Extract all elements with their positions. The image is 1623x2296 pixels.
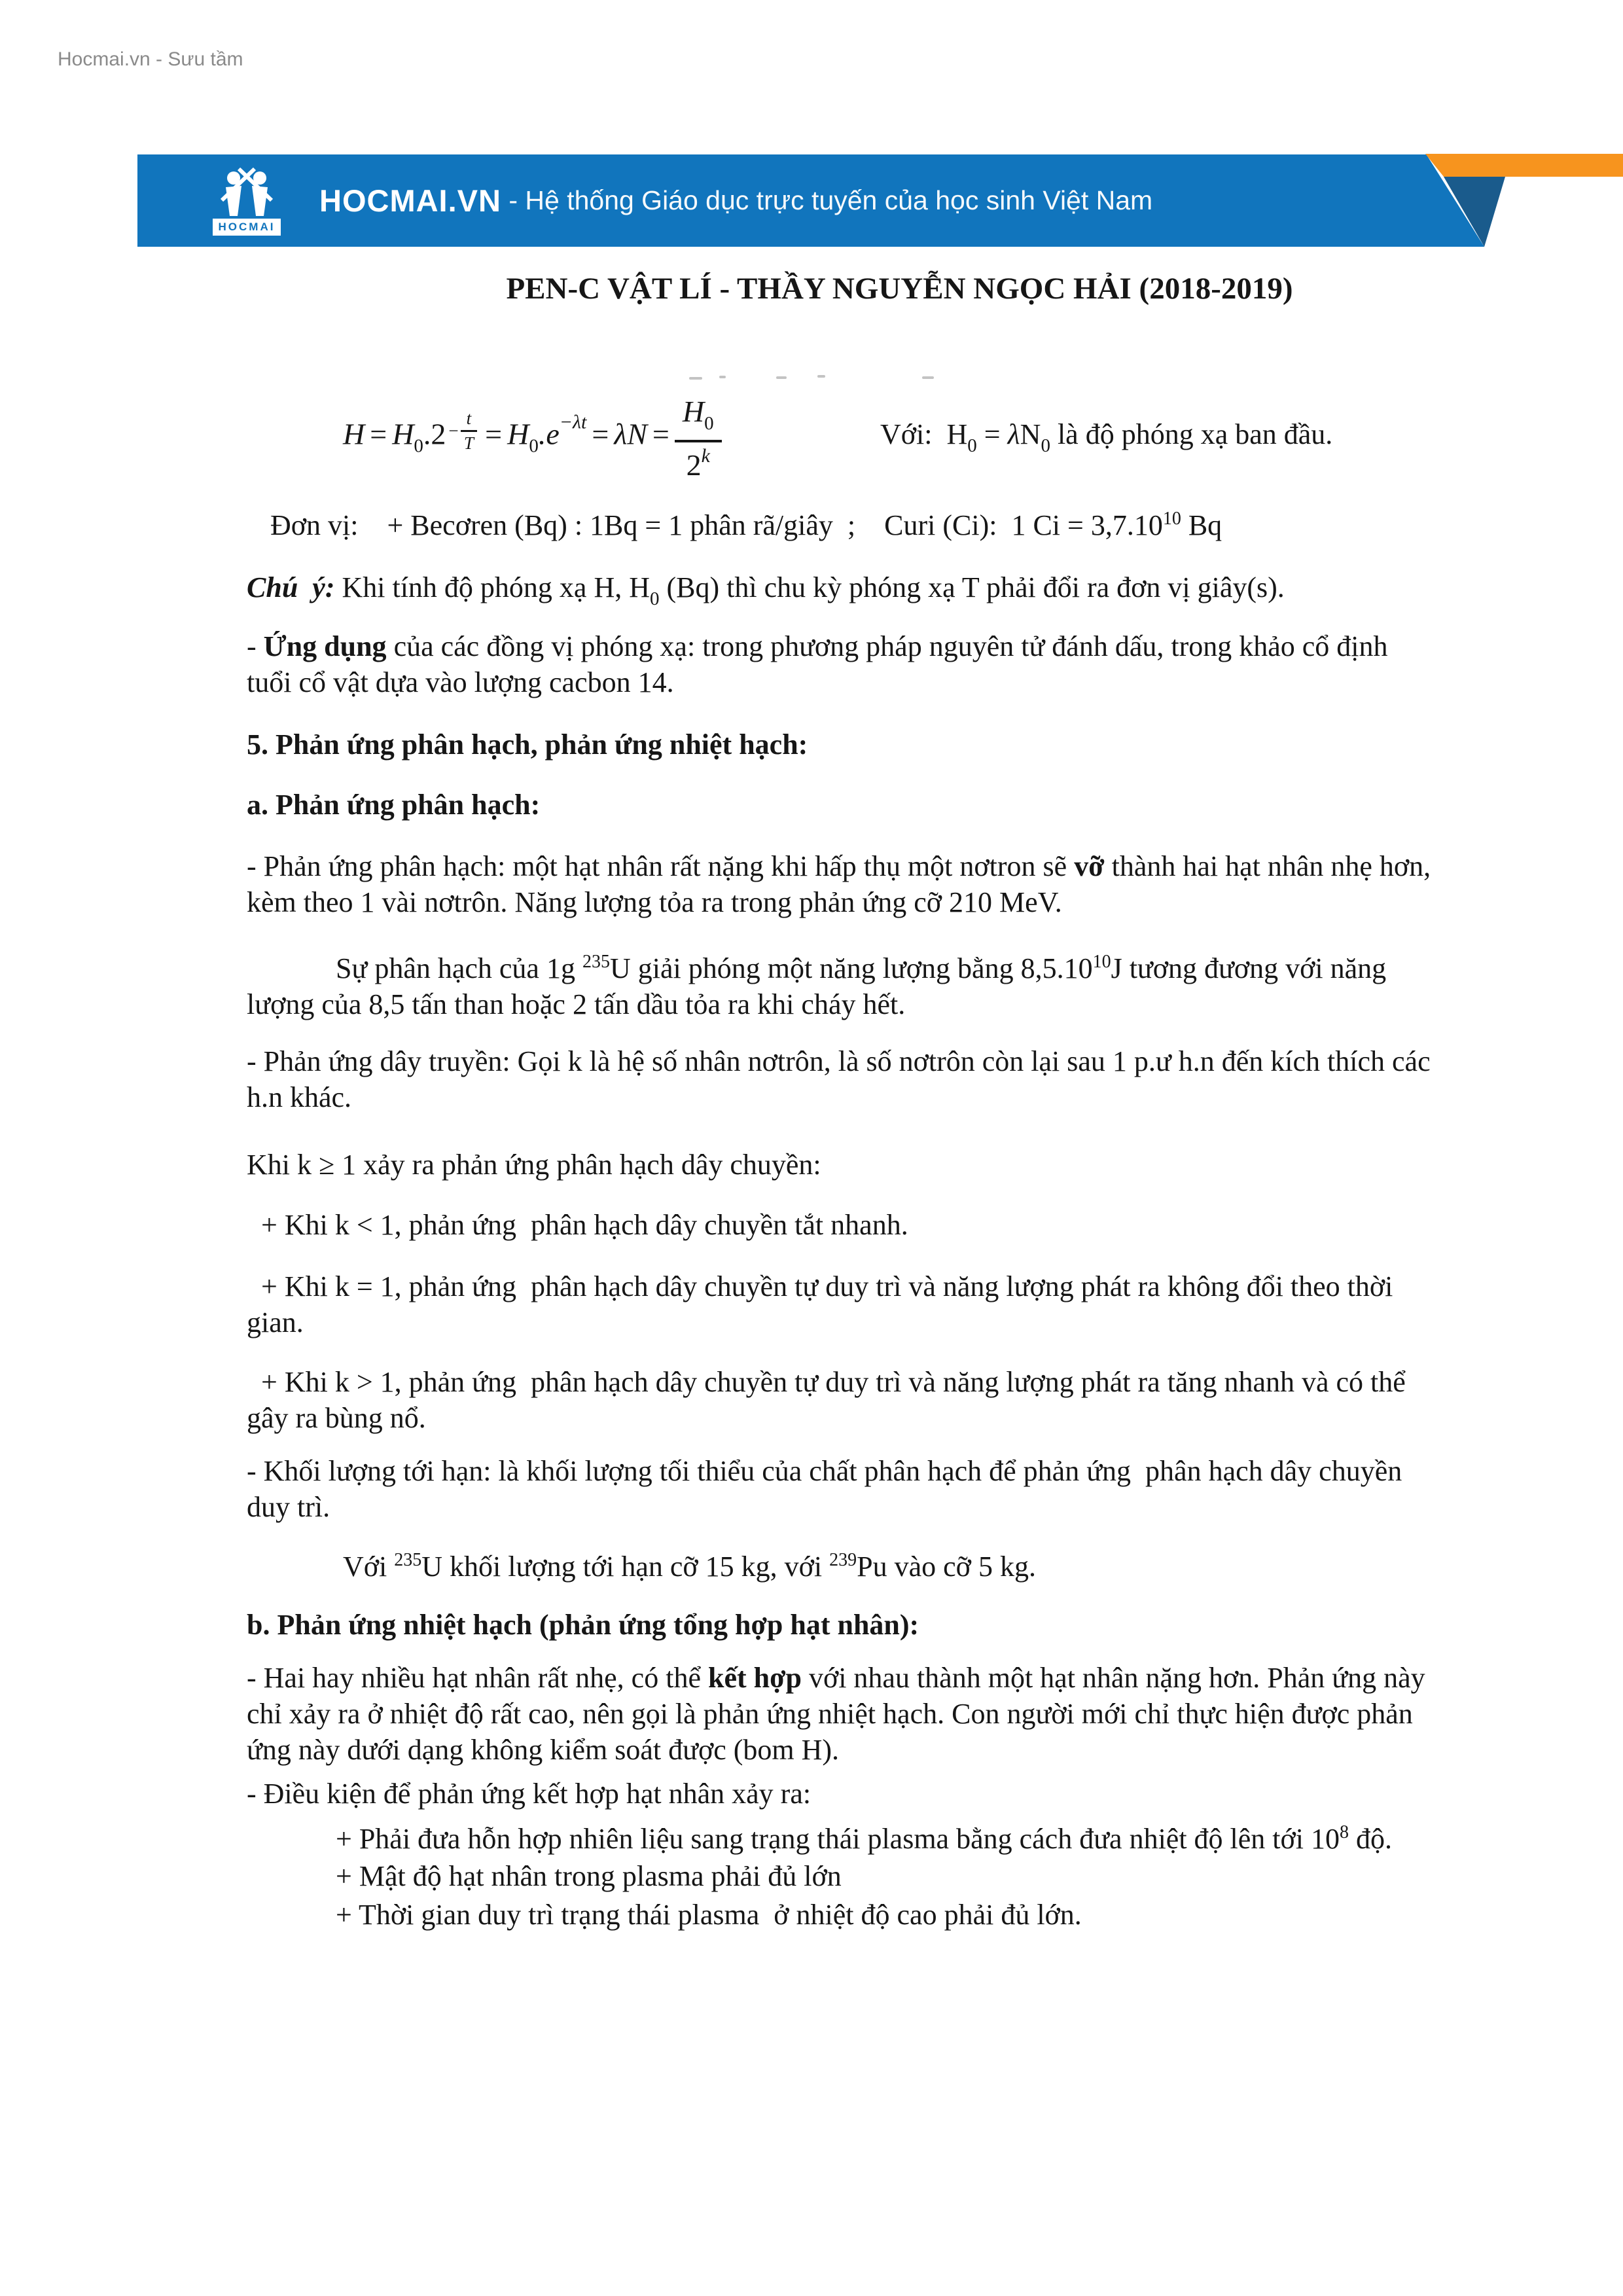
fusion-line1: - Hai hay nhiều hạt nhân rất nhẹ, có thể [247, 1662, 708, 1694]
superscript-10: 10 [1162, 509, 1181, 529]
paragraph-k-ge-1: Khi k ≥ 1 xảy ra phản ứng phân hạch dây chuyền: [247, 1149, 821, 1181]
logo-figures-icon [213, 165, 281, 217]
paragraph-critical-values [247, 1542, 1562, 1585]
paragraph-units [247, 501, 1562, 543]
banner-brand: HOCMAI.VN [319, 183, 501, 218]
subscript-0: 0 [650, 588, 660, 609]
banner-ribbon-orange [1425, 154, 1623, 177]
fusion-bold-word: kết hợp [707, 1662, 802, 1694]
condition2-text: + Mật độ hạt nhân trong plasma phải đủ lớn [336, 1860, 842, 1892]
applications-line2: tuổi cổ vật dựa vào lượng cacbon 14. [247, 666, 674, 698]
fraction-denominator-2: 2 [686, 448, 702, 482]
note-label-bold: Chú ý: [247, 571, 335, 603]
equals: = [485, 417, 503, 451]
superscript-235: 235 [582, 952, 610, 972]
paragraph-condition-2 [247, 1858, 1562, 1894]
watermark: Hocmai.vn - Sưu tầm [58, 48, 243, 70]
formula-note [880, 418, 1332, 457]
fusion-line3: ứng này dưới dạng không kiểm soát được (bom H). [247, 1734, 840, 1766]
superscript-235: 235 [394, 1550, 422, 1570]
fission-line1: - Phản ứng phân hạch: một hạt nhân rất nặng khi hấp thụ một nơtron sẽ [247, 850, 1075, 882]
applications-line1: của các đồng vị phóng xạ: trong phương pháp nguyên tử đánh dấu, trong khảo cổ định [386, 630, 1388, 662]
energy-line1-mid: U giải phóng một năng lượng bằng 8,5.10 [609, 952, 1093, 984]
note-label: Với: [880, 418, 947, 450]
k-lt-line: + Khi k < 1, phản ứng phân hạch dây chuyền tắt nhanh. [261, 1209, 908, 1241]
condition1-end: độ. [1349, 1823, 1393, 1855]
paragraph-k-lt-1 [247, 1207, 1562, 1243]
fission-line2: kèm theo 1 vài nơtrôn. Năng lượng tỏa ra trong phản ứng cỡ 210 MeV. [247, 886, 1062, 918]
subscript-0: 0 [529, 435, 539, 457]
equals: = [370, 417, 387, 451]
logo-label: HOCMAI [218, 221, 276, 233]
critical-line2: duy trì. [247, 1491, 330, 1523]
k-gt-line2: gây ra bùng nổ. [247, 1402, 426, 1434]
heading-section-5: 5. Phản ứng phân hạch, phản ứng nhiệt hạch: [247, 728, 808, 761]
chain-line2: h.n khác. [247, 1081, 352, 1113]
subscript-0: 0 [704, 413, 714, 434]
energy-line1: Sự phân hạch của 1g [336, 952, 582, 984]
formula-H: H [343, 417, 365, 451]
note-body-end: (Bq) thì chu kỳ phóng xạ T phải đổi ra đơn vị giây(s). [659, 571, 1285, 603]
paragraph-k-eq-1 [247, 1268, 1562, 1340]
critical-values-text: Với [343, 1551, 395, 1583]
note-body: Khi tính độ phóng xạ H, H [334, 571, 651, 603]
units-text-end: Bq [1181, 509, 1222, 541]
critical-values-mid: U khối lượng tới hạn cỡ 15 kg, với [421, 1551, 830, 1583]
banner-tagline: - Hệ thống Giáo dục trực tuyến của học sinh Việt Nam [501, 185, 1153, 215]
times-2: .2 [423, 417, 446, 451]
scan-artifact [689, 377, 702, 380]
paragraph-fission [247, 848, 1562, 920]
paragraph-fusion-conditions: - Điều kiện để phản ứng kết hợp hạt nhân xảy ra: [247, 1778, 812, 1810]
energy-line1-end: J tương đương với năng [1111, 952, 1387, 984]
exponent-lambda-t: −λt [559, 411, 587, 433]
energy-line2: lượng của 8,5 tấn than hoặc 2 tấn dầu tỏa ra khi cháy hết. [247, 988, 906, 1020]
applications-label: Ứng dụng [263, 630, 387, 662]
big-fraction [675, 397, 722, 480]
equals: = [652, 417, 669, 451]
note-N0: N [1020, 418, 1041, 450]
superscript-239: 239 [829, 1550, 857, 1570]
paragraph-fusion [247, 1660, 1562, 1768]
paragraph-k-gt-1 [247, 1364, 1562, 1436]
fission-line1-end: thành hai hạt nhân nhẹ hơn, [1104, 850, 1431, 882]
equals: = [592, 417, 609, 451]
scan-artifact [719, 376, 726, 378]
paragraph-applications [247, 628, 1562, 700]
k-gt-line1: + Khi k > 1, phản ứng phân hạch dây chuyền tự duy trì và năng lượng phát ra tăng nhanh và có thể [261, 1366, 1406, 1398]
fusion-line1-end: với nhau thành một hạt nhân nặng hơn. Phản ứng này [801, 1662, 1425, 1694]
condition3-text: + Thời gian duy trì trạng thái plasma ở nhiệt độ cao phải đủ lớn. [336, 1899, 1082, 1931]
subscript-0: 0 [967, 435, 977, 456]
fusion-line2: chỉ xảy ra ở nhiệt độ rất cao, nên gọi là phản ứng nhiệt hạch. Con người mới chỉ thực hiện được phản [247, 1698, 1413, 1730]
exponent-k: k [701, 445, 710, 467]
paragraph-fission-energy [247, 944, 1562, 1022]
paragraph-condition-3 [247, 1897, 1562, 1933]
heading-fusion: b. Phản ứng nhiệt hạch (phản ứng tổng hợp hạt nhân): [247, 1609, 919, 1641]
subscript-0: 0 [414, 435, 423, 457]
condition1-text: + Phải đưa hỗn hợp nhiên liệu sang trạng thái plasma bằng cách đưa nhiệt độ lên tới 10 [336, 1823, 1340, 1855]
logo-label-box [213, 219, 281, 236]
page-title: PEN-C VẬT LÍ - THẦY NGUYỄN NGỌC HẢI (2018-2019) [506, 272, 1293, 306]
scan-artifact [817, 375, 825, 378]
paragraph-note [247, 569, 1562, 617]
subscript-0: 0 [1041, 435, 1050, 456]
scan-artifact [776, 376, 787, 379]
paragraph-critical-mass [247, 1453, 1562, 1525]
k-eq-line1: + Khi k = 1, phản ứng phân hạch dây chuyền tự duy trì và năng lượng phát ra không đổi theo thời [261, 1270, 1393, 1302]
superscript-8: 8 [1340, 1822, 1349, 1842]
fission-bold-word: vỡ [1074, 850, 1105, 882]
exponent-numerator: t [461, 409, 478, 431]
minus-sign: − [448, 420, 459, 440]
hocmai-logo [213, 165, 281, 236]
lambda: λ [1007, 418, 1020, 450]
note-H0: H [946, 418, 968, 450]
scan-artifact [922, 376, 934, 379]
chain-line1: - Phản ứng dây truyền: Gọi k là hệ số nhân nơtrôn, là số nơtrôn còn lại sau 1 p.ư h.n đến kích thích các [247, 1045, 1431, 1077]
lambda-N: λN [614, 417, 647, 451]
critical-values-end: Pu vào cỡ 5 kg. [857, 1551, 1036, 1583]
fraction-numerator-H: H [682, 395, 705, 428]
exponent-fraction [448, 409, 477, 452]
note-text: là độ phóng xạ ban đầu. [1050, 418, 1333, 450]
dash: - [247, 630, 264, 662]
paragraph-chain-reaction [247, 1043, 1562, 1115]
heading-fission: a. Phản ứng phân hạch: [247, 789, 541, 821]
activity-formula [343, 395, 722, 482]
equals: = [976, 418, 1008, 450]
formula-H0: H [392, 417, 414, 451]
k-eq-line2: gian. [247, 1306, 304, 1338]
exponent-denominator: T [463, 433, 474, 453]
times-e: .e [538, 417, 560, 451]
formula-H0: H [507, 417, 529, 451]
banner-title [319, 154, 1152, 247]
paragraph-condition-1 [247, 1814, 1562, 1857]
units-text: Đơn vị: + Becơren (Bq) : 1Bq = 1 phân rã/giây ; Curi (Ci): 1 Ci = 3,7.10 [270, 509, 1163, 541]
superscript-10: 10 [1092, 952, 1111, 972]
critical-line1: - Khối lượng tới hạn: là khối lượng tối thiểu của chất phân hạch để phản ứng phân hạch dây chuyền [247, 1455, 1402, 1487]
